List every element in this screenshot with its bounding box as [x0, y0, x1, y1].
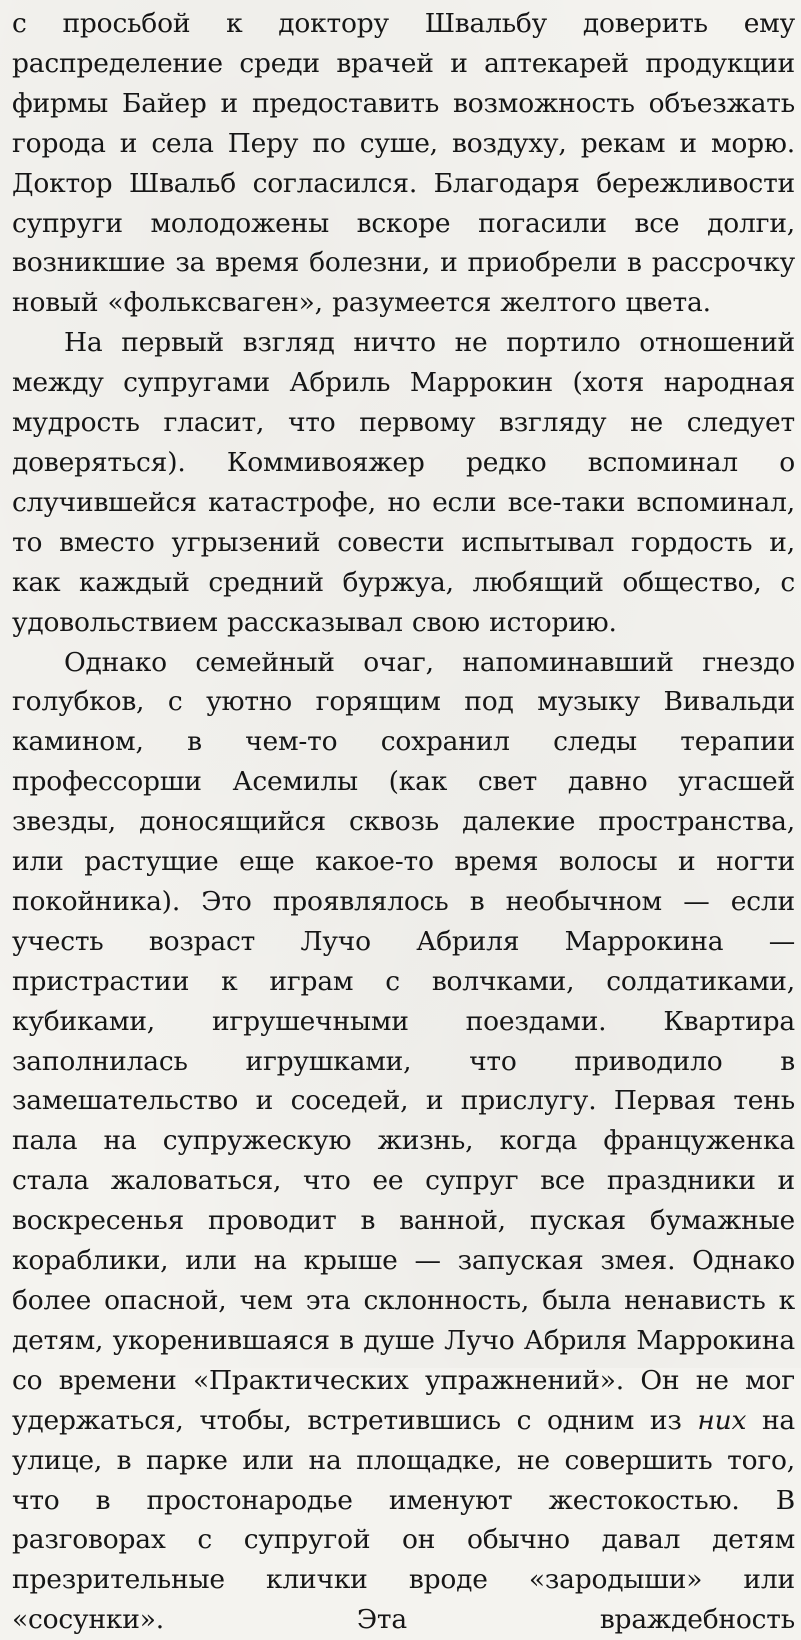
paragraph-family-hearth — [12, 643, 795, 1640]
paragraph-text-before: Однако семейный очаг, напоминавший гнездо голубков, с уютно горящим под музыку Вивальди камином, в чем-то сохранил следы терапии профессорши Асемилы (как свет давно угасшей звезды, доносящийся сквозь далекие пространства, или растущие еще какое-то время волосы и ногти покойника). Это проявлялось в необычном — если учесть возраст Лучо Абриля Маррокина — пристрастии к играм с волчками, солдатиками, кубиками, игрушечными поездами. Квартира заполнилась игрушками, что приводило в замешательство и соседей, и прислугу. Первая тень пала на супружескую жизнь, когда француженка стала жаловаться, что ее супруг все праздники и воскресенья проводит в ванной, пуская бумажные кораблики, или на крыше — запуская змея. Однако более опасной, чем эта склонность, была ненависть к детям, укоренившаяся в душе Лучо Абриля Маррокина со времени «Практических упражнений». Он не мог удержаться, чтобы, встретившись с одним из — [12, 647, 795, 1436]
paragraph-text-after: на улице, в парке или на площадке, не совершить того, что в простонародье именуют жестокостью. В разговорах с супругой он обычно давал детям презрительные клички вроде «зародыши» или «сосунки». Эта враждебность — [12, 1405, 795, 1636]
paragraph-continuation: с просьбой к доктору Швальбу доверить ему распределение среди врачей и аптекарей продукции фирмы Байер и предоставить возможность объезжать города и села Перу по суше, воздуху, рекам и морю. Доктор Швальб согласился. Благодаря бережливости супруги молодожены вскоре погасили все долги, возникшие за время болезни, и приобрели в рассрочку новый «фольксваген», разумеется желтого цвета. — [12, 4, 795, 323]
paragraph-italic-word: них — [697, 1405, 746, 1436]
paragraph-first-glance: На первый взгляд ничто не портило отношений между супругами Абриль Маррокин (хотя народная мудрость гласит, что первому взгляду не следует доверяться). Коммивояжер редко вспоминал о случившейся катастрофе, но если все-таки вспоминал, то вместо угрызений совести испытывал гордость и, как каждый средний буржуа, любящий общество, с удовольствием рассказывал свою историю. — [12, 323, 795, 642]
